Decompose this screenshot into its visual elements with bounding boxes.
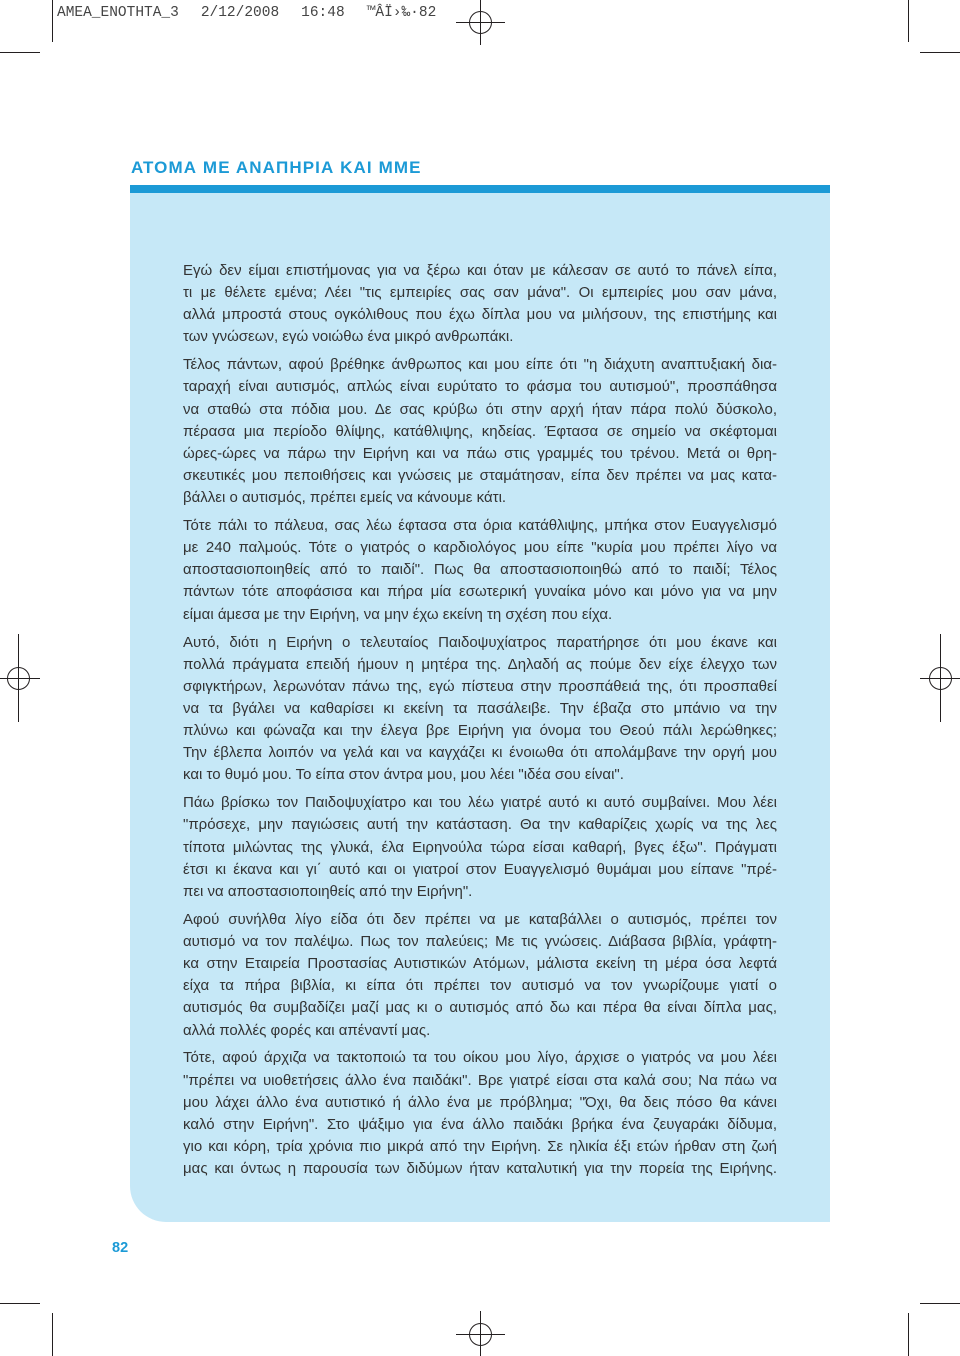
text-line: να τα βγάλει να καθαρίσει κι εκείνη τα πασάλειβε. Την έβαζα στο μπάνιο να την: [183, 699, 777, 717]
paragraph-7: [183, 1047, 777, 1180]
page-number: 82: [112, 1240, 129, 1256]
text-line: Την έβλεπα λοιπόν να γελά και να καγχάζει κι ένοιωθα ότι απολάμβανε την οργή μου: [183, 744, 777, 762]
registration-mark-right: [920, 634, 960, 722]
paragraph-4: [183, 632, 777, 787]
text-line: Τότε, αφού άρχιζα να τακτοποιώ τα του οίκου μου λίγο, άρχισε ο γιατρός να μου λέει: [183, 1049, 777, 1067]
text-line: πάντων τότε αποφάσισα και πήρα μία εσωτερική γυναίκα μόνο και μόνο για να μην: [183, 583, 777, 601]
text-line: ταραχή είναι αυτισμός, απλώς είναι ευρύτατο το φάσμα του αυτισμού", προσπάθησα: [183, 378, 777, 396]
crop-mark-top-left: [0, 0, 53, 53]
text-line: Πάω βρίσκω τον Παιδοψυχίατρο και του λέω γιατρέ αυτό κι αυτό συμβαίνει. Μου λέει: [183, 794, 777, 812]
text-line: των γνώσεων, εγώ νοιώθω ένα μικρό ανθρωπάκι.: [183, 328, 514, 346]
text-line: Τότε πάλι το πάλευα, σας λέω έφτασα στα όρια κατάθλιψης, μπήκα στον Ευαγγελισμό: [183, 517, 777, 535]
text-line: να σταθώ στα πόδια μου. Δε σας κρύβω ότι στην αρχή ήταν πάρα πολύ δύσκολο,: [183, 400, 777, 418]
slug-job-name: AMEA_ENOTHTA_3: [57, 5, 179, 21]
paragraph-3: [183, 515, 777, 626]
slug-time: 16:48: [301, 5, 345, 21]
text-line: πλύνω και φώναζα και την έλεγα βρε Ειρήνη για όνομα του Θεού πάλι λερώθηκες;: [183, 722, 777, 740]
text-line: και το θυμό μου. Το είπα στον άντρα μου, μου λέει "ιδέα σου είναι".: [183, 766, 624, 784]
text-line: κα στην Εταιρεία Προστασίας Αυτιστικών Ατόμων, μάλιστα εκείνη τη μέρα όσα λεφτά: [183, 955, 777, 973]
slug-page-code: ™ÂÏ›‰·82: [366, 5, 437, 21]
text-line: αυτισμό να τον παλέψω. Πως τον παλεύεις; Με τις γνώσεις. Διάβασα βιβλία, γράφτη-: [183, 932, 777, 950]
text-line: μου λάχει άλλο ένα αυτιστικό ή άλλο ένα με πρόβλημα; "Όχι, θα δεις πόσο θα κάνει: [183, 1093, 777, 1111]
text-line: σκευτικές μου πεποιθήσεις και γνώσεις με σταμάτησαν, είπα δεν πρέπει να μας κατα-: [183, 466, 777, 484]
registration-mark-top: [456, 0, 505, 45]
registration-mark-left: [0, 634, 40, 722]
text-line: αποστασιοποιηθείς από το παιδί". Πως θα αποστασιοποιηθώ από το παιδί; Τέλος: [183, 561, 777, 579]
text-line: καλό στην Ειρήνη". Στο ψάξιμο για ένα άλλο παιδάκι βρήκα ένα ζευγαράκι δίδυμα,: [183, 1115, 777, 1133]
text-line: με 240 παλμούς. Τότε ο γιατρός ο καρδιολόγος μου είπε "κυρία μου πρέπει λίγο να: [183, 539, 777, 557]
crop-mark-top-right: [909, 0, 960, 53]
paragraph-1: [183, 260, 777, 349]
slug-date: 2/12/2008: [200, 5, 280, 21]
title-rule: [130, 185, 830, 193]
text-line: πέρασα μια περίοδο θλίψης, κατάθλιψης, κηδείας. Έφτασα σε σημείο να σκέφτομαι: [183, 422, 777, 440]
text-line: είχα τα πήρα βιβλία, κι είπα ότι πρέπει τον αυτισμό να τον γνωρίζουμε γιατί ο: [183, 977, 777, 995]
print-slug: [57, 5, 436, 21]
text-line: "πρόσεχε, μην παγιώσεις αυτή την κατάσταση. Θα την καθαρίζεις χωρίς να της λες: [183, 816, 777, 834]
text-line: αλλά μπροστά στους ογκόλιθους που έχω δίπλα μου να μιλήσουν, της επιστήμης και: [183, 306, 777, 324]
text-line: σφιγκτήρων, λερωνόταν πάνω της, εγώ πίστευα στην προσπάθειά της, ότι προσπαθεί: [183, 677, 777, 695]
paragraph-2: [183, 354, 777, 509]
text-line: "πρέπει να υιοθετήσεις άλλο ένα παιδάκι". Βρε γιατρέ είσαι στα καλά σου; Να πάω να: [183, 1071, 777, 1089]
text-line: γιο και κόρη, τρία χρόνια πιο μικρά από την Ειρήνη. Σε ηλικία έξι ετών ήρθαν στη ζωή: [183, 1138, 777, 1156]
crop-mark-bottom-left: [0, 1304, 53, 1356]
text-line: ώρες-ώρες να πάρω την Ειρήνη και να πάω στις γραμμές του τρένου. Μετά οι θρη-: [183, 444, 777, 462]
text-line: αλλά πολλές φορές και απέναντί μας.: [183, 1021, 431, 1039]
text-line: Τέλος πάντων, αφού βρέθηκε άνθρωπος και μου είπε ότι "η διάχυτη αναπτυξιακή δια-: [183, 356, 777, 374]
text-line: Αφού συνήλθα λίγο είδα ότι δεν πρέπει να με καταβάλλει ο αυτισμός, πρέπει τον: [183, 910, 777, 928]
text-line: πει να αποστασιοποιηθείς από την Ειρήνη".: [183, 882, 473, 900]
text-line: έτσι κι έκανα και γι΄ αυτό και οι γιατροί στον Ευαγγελισμό θυμάμαι μου είπανε "πρέ-: [183, 860, 777, 878]
registration-circle: [470, 12, 492, 34]
registration-circle: [8, 668, 30, 690]
registration-mark-bottom: [456, 1311, 505, 1356]
registration-circle: [930, 668, 952, 690]
text-line: βάλλει ο αυτισμός, πρέπει εμείς να κάνουμε κάτι.: [183, 489, 507, 507]
chapter-title: ΑΤΟΜΑ ΜΕ ΑΝΑΠΗΡΙΑ ΚΑΙ ΜΜΕ: [131, 158, 422, 177]
text-line: Εγώ δεν είμαι επιστήμονας για να ξέρω και όταν με κάλεσαν σε αυτό το πάνελ είπα,: [183, 261, 777, 279]
text-line: τίποτα μιλώντας της γλυκά, έλα Ειρηνούλα τώρα είσαι καθαρή, βγες έξω". Πράγματι: [183, 838, 777, 856]
text-line: μας και όντως η παρουσία των διδύμων ήταν καταλυτική για την πορεία της Ειρήνης.: [183, 1160, 777, 1178]
crop-mark-bottom-right: [909, 1304, 960, 1356]
text-line: Αυτό, διότι η Ειρήνη ο τελευταίος Παιδοψυχίατρος παρατήρησε ότι μου έκανε και: [183, 633, 777, 651]
registration-circle: [470, 1324, 492, 1346]
text-line: αυτισμός θα συμβαδίζει μαζί μας κι ο αυτισμός από δω και πέρα θα είναι δίπλα μας,: [183, 999, 777, 1017]
testimony-panel: [130, 193, 830, 1222]
text-line: είμαι άμεσα με την Ειρήνη, να μην έχω εκείνη τη σχέση που είχα.: [183, 605, 613, 623]
text-line: πολλά πράγματα επειδή ήμουν η μητέρα της. Δηλαδή ας πούμε δεν είχε έλεγχο των: [183, 655, 777, 673]
paragraph-5: [183, 792, 777, 903]
text-line: τι με θέλετε εμένα; Λέει "τις εμπειρίες σας σαν μάνα". Οι εμπειρίες μου σαν μάνα,: [183, 284, 777, 302]
body-text: [183, 260, 777, 1180]
paragraph-6: [183, 909, 777, 1042]
